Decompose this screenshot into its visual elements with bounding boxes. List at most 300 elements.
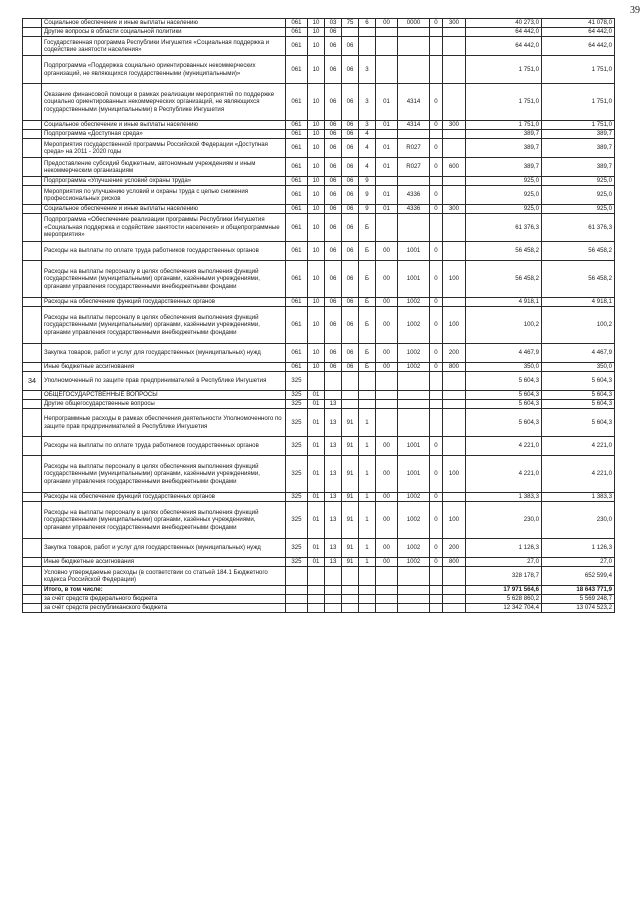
- extra-code-cell: 0: [430, 539, 443, 558]
- budget-table: [22, 18, 615, 613]
- subsection-code-cell: [325, 586, 342, 595]
- amount-year2-cell: 4 221,0: [542, 437, 615, 456]
- subprogram-code-cell: 1: [359, 409, 376, 437]
- row-name-cell: Расходы на выплаты по оплате труда работников государственных органов: [42, 242, 286, 261]
- subsection-code-cell: 13: [325, 558, 342, 567]
- table-row: [23, 372, 615, 391]
- extra-code-cell: [430, 567, 443, 586]
- subsection-code-cell: 06: [325, 298, 342, 307]
- amount-year1-cell: 925,0: [466, 177, 542, 186]
- table-row: [23, 558, 615, 567]
- subprogram-code-cell: [359, 391, 376, 400]
- extra-code-cell: 0: [430, 242, 443, 261]
- direction-code-cell: [398, 177, 430, 186]
- amount-year1-cell: 4 221,0: [466, 437, 542, 456]
- row-name-cell: Расходы на выплаты персоналу в целях обеспечения выполнения функций государственными (муниципальными) органами, казёнными учреждениями, органами управления государственными внебюджетными фондами: [42, 307, 286, 344]
- expense-type-code-cell: [443, 567, 466, 586]
- row-name-cell: Расходы на выплаты персоналу в целях обеспечения выполнения функций государственными (муниципальными) органами, казённых учреждениями, органами управления государственными внебюджетными фондами: [42, 502, 286, 539]
- subsection-code-cell: 13: [325, 539, 342, 558]
- section-code-cell: 10: [308, 261, 325, 298]
- expense-type-code-cell: [443, 186, 466, 205]
- section-code-cell: 01: [308, 493, 325, 502]
- row-name-cell: Другие вопросы в области социальной политики: [42, 28, 286, 37]
- admin-code-cell: 061: [286, 363, 308, 372]
- subsection-code-cell: 06: [325, 130, 342, 139]
- direction-code-cell: [398, 409, 430, 437]
- subprogram-code-cell: [359, 567, 376, 586]
- event-code-cell: 00: [376, 19, 398, 28]
- event-code-cell: [376, 214, 398, 242]
- amount-year1-cell: 56 458,2: [466, 242, 542, 261]
- extra-code-cell: [430, 28, 443, 37]
- amount-year1-cell: 5 604,3: [466, 400, 542, 409]
- program-code-cell: 91: [342, 539, 359, 558]
- section-code-cell: 10: [308, 37, 325, 56]
- subprogram-code-cell: 1: [359, 558, 376, 567]
- section-code-cell: 10: [308, 19, 325, 28]
- expense-type-code-cell: 100: [443, 307, 466, 344]
- row-number-cell: [23, 391, 42, 400]
- admin-code-cell: 061: [286, 214, 308, 242]
- amount-year1-cell: 230,0: [466, 502, 542, 539]
- amount-year2-cell: 100,2: [542, 307, 615, 344]
- section-code-cell: 10: [308, 139, 325, 158]
- admin-code-cell: 061: [286, 298, 308, 307]
- direction-code-cell: [398, 37, 430, 56]
- row-number-cell: [23, 437, 42, 456]
- row-number-cell: [23, 19, 42, 28]
- subsection-code-cell: 06: [325, 121, 342, 130]
- extra-code-cell: [430, 37, 443, 56]
- subsection-code-cell: 06: [325, 186, 342, 205]
- extra-code-cell: 0: [430, 344, 443, 363]
- table-row: [23, 84, 615, 121]
- subprogram-code-cell: 3: [359, 84, 376, 121]
- row-number-cell: [23, 604, 42, 613]
- row-name-cell: Непрограммные расходы в рамках обеспечения деятельности Уполномоченного по защите прав предпринимателей в Республике Ингушетия: [42, 409, 286, 437]
- direction-code-cell: [398, 400, 430, 409]
- expense-type-code-cell: [443, 391, 466, 400]
- section-code-cell: [308, 595, 325, 604]
- amount-year2-cell: 1 751,0: [542, 84, 615, 121]
- amount-year1-cell: 1 126,3: [466, 539, 542, 558]
- extra-code-cell: 0: [430, 261, 443, 298]
- section-code-cell: 10: [308, 214, 325, 242]
- direction-code-cell: 0000: [398, 19, 430, 28]
- direction-code-cell: [398, 567, 430, 586]
- table-row: [23, 261, 615, 298]
- amount-year1-cell: 389,7: [466, 130, 542, 139]
- extra-code-cell: 0: [430, 437, 443, 456]
- table-row: [23, 567, 615, 586]
- row-name-cell: Социальное обеспечение и иные выплаты населению: [42, 19, 286, 28]
- row-number-cell: [23, 242, 42, 261]
- row-number-cell: [23, 567, 42, 586]
- admin-code-cell: 325: [286, 391, 308, 400]
- table-row: [23, 493, 615, 502]
- amount-year1-cell: 925,0: [466, 186, 542, 205]
- subsection-code-cell: [325, 604, 342, 613]
- table-row: [23, 586, 615, 595]
- event-code-cell: 01: [376, 186, 398, 205]
- admin-code-cell: [286, 586, 308, 595]
- subsection-code-cell: 13: [325, 502, 342, 539]
- subprogram-code-cell: 9: [359, 205, 376, 214]
- section-code-cell: 01: [308, 558, 325, 567]
- amount-year2-cell: 4 467,9: [542, 344, 615, 363]
- program-code-cell: 06: [342, 158, 359, 177]
- amount-year1-cell: 5 604,3: [466, 391, 542, 400]
- amount-year2-cell: 18 643 771,9: [542, 586, 615, 595]
- table-row: [23, 400, 615, 409]
- section-code-cell: 10: [308, 84, 325, 121]
- row-number-cell: [23, 186, 42, 205]
- admin-code-cell: 061: [286, 261, 308, 298]
- program-code-cell: [342, 400, 359, 409]
- section-code-cell: 10: [308, 121, 325, 130]
- table-row: [23, 28, 615, 37]
- event-code-cell: 01: [376, 158, 398, 177]
- extra-code-cell: 0: [430, 456, 443, 493]
- table-row: [23, 177, 615, 186]
- subsection-code-cell: 06: [325, 177, 342, 186]
- event-code-cell: 01: [376, 139, 398, 158]
- admin-code-cell: 061: [286, 242, 308, 261]
- subprogram-code-cell: 3: [359, 56, 376, 84]
- row-number-cell: [23, 539, 42, 558]
- table-row: [23, 539, 615, 558]
- section-code-cell: [308, 372, 325, 391]
- amount-year1-cell: 56 458,2: [466, 261, 542, 298]
- expense-type-code-cell: 600: [443, 158, 466, 177]
- direction-code-cell: [398, 130, 430, 139]
- table-row: [23, 502, 615, 539]
- program-code-cell: 06: [342, 205, 359, 214]
- admin-code-cell: 061: [286, 130, 308, 139]
- event-code-cell: [376, 28, 398, 37]
- direction-code-cell: 1002: [398, 558, 430, 567]
- admin-code-cell: 061: [286, 139, 308, 158]
- extra-code-cell: 0: [430, 158, 443, 177]
- table-row: [23, 344, 615, 363]
- row-number-cell: [23, 28, 42, 37]
- expense-type-code-cell: [443, 595, 466, 604]
- extra-code-cell: [430, 130, 443, 139]
- row-number-cell: [23, 493, 42, 502]
- row-number-cell: [23, 121, 42, 130]
- direction-code-cell: 1002: [398, 307, 430, 344]
- section-code-cell: 10: [308, 177, 325, 186]
- extra-code-cell: 0: [430, 205, 443, 214]
- subprogram-code-cell: Б: [359, 363, 376, 372]
- table-row: [23, 242, 615, 261]
- subsection-code-cell: 06: [325, 363, 342, 372]
- amount-year1-cell: 1 751,0: [466, 56, 542, 84]
- extra-code-cell: [430, 409, 443, 437]
- amount-year2-cell: 925,0: [542, 205, 615, 214]
- direction-code-cell: [398, 28, 430, 37]
- amount-year1-cell: 5 604,3: [466, 372, 542, 391]
- section-code-cell: 01: [308, 409, 325, 437]
- row-name-cell: Итого, в том числе:: [42, 586, 286, 595]
- expense-type-code-cell: [443, 437, 466, 456]
- amount-year2-cell: 350,0: [542, 363, 615, 372]
- event-code-cell: 00: [376, 558, 398, 567]
- direction-code-cell: 1002: [398, 363, 430, 372]
- row-number-cell: [23, 344, 42, 363]
- expense-type-code-cell: 200: [443, 539, 466, 558]
- direction-code-cell: R027: [398, 158, 430, 177]
- row-number-cell: [23, 214, 42, 242]
- extra-code-cell: 0: [430, 502, 443, 539]
- admin-code-cell: 061: [286, 56, 308, 84]
- row-name-cell: Мероприятия по улучшению условий и охраны труда с целью снижения профессиональных рисков: [42, 186, 286, 205]
- program-code-cell: 91: [342, 493, 359, 502]
- subsection-code-cell: 06: [325, 28, 342, 37]
- amount-year2-cell: 5 604,3: [542, 400, 615, 409]
- extra-code-cell: 0: [430, 186, 443, 205]
- expense-type-code-cell: [443, 37, 466, 56]
- section-code-cell: 10: [308, 344, 325, 363]
- row-number-cell: [23, 261, 42, 298]
- admin-code-cell: 325: [286, 372, 308, 391]
- direction-code-cell: 1001: [398, 242, 430, 261]
- expense-type-code-cell: 200: [443, 344, 466, 363]
- table-row: [23, 604, 615, 613]
- expense-type-code-cell: [443, 604, 466, 613]
- row-name-cell: за счёт средств федерального бюджета: [42, 595, 286, 604]
- amount-year1-cell: 100,2: [466, 307, 542, 344]
- amount-year1-cell: 64 442,0: [466, 28, 542, 37]
- subprogram-code-cell: Б: [359, 242, 376, 261]
- program-code-cell: 06: [342, 186, 359, 205]
- row-number-cell: [23, 307, 42, 344]
- event-code-cell: [376, 372, 398, 391]
- subsection-code-cell: [325, 372, 342, 391]
- amount-year2-cell: 389,7: [542, 139, 615, 158]
- program-code-cell: 06: [342, 298, 359, 307]
- subsection-code-cell: 13: [325, 409, 342, 437]
- subprogram-code-cell: 1: [359, 437, 376, 456]
- extra-code-cell: [430, 177, 443, 186]
- event-code-cell: [376, 56, 398, 84]
- row-name-cell: за счёт средств республиканского бюджета: [42, 604, 286, 613]
- program-code-cell: 91: [342, 456, 359, 493]
- amount-year1-cell: 389,7: [466, 158, 542, 177]
- amount-year2-cell: 4 918,1: [542, 298, 615, 307]
- amount-year1-cell: 64 442,0: [466, 37, 542, 56]
- amount-year2-cell: 5 569 248,7: [542, 595, 615, 604]
- expense-type-code-cell: [443, 400, 466, 409]
- row-number-cell: 34: [23, 372, 42, 391]
- event-code-cell: 00: [376, 344, 398, 363]
- subsection-code-cell: 06: [325, 205, 342, 214]
- amount-year2-cell: 1 751,0: [542, 121, 615, 130]
- row-name-cell: Подпрограмма «Доступная среда»: [42, 130, 286, 139]
- extra-code-cell: [430, 400, 443, 409]
- amount-year2-cell: 1 126,3: [542, 539, 615, 558]
- row-name-cell: Оказание финансовой помощи в рамках реализации мероприятий по поддержке социально ориентированных некоммерческих организаций, не являющихся государственными (муниципальными) в Республике Ингушетия: [42, 84, 286, 121]
- program-code-cell: [342, 595, 359, 604]
- program-code-cell: 06: [342, 344, 359, 363]
- program-code-cell: 06: [342, 139, 359, 158]
- subsection-code-cell: [325, 391, 342, 400]
- table-row: [23, 595, 615, 604]
- subsection-code-cell: 06: [325, 139, 342, 158]
- subprogram-code-cell: [359, 400, 376, 409]
- amount-year1-cell: 61 376,3: [466, 214, 542, 242]
- expense-type-code-cell: [443, 242, 466, 261]
- section-code-cell: 01: [308, 539, 325, 558]
- subprogram-code-cell: [359, 37, 376, 56]
- row-number-cell: [23, 177, 42, 186]
- amount-year2-cell: 56 458,2: [542, 261, 615, 298]
- extra-code-cell: [430, 372, 443, 391]
- expense-type-code-cell: [443, 28, 466, 37]
- expense-type-code-cell: [443, 298, 466, 307]
- subsection-code-cell: 06: [325, 214, 342, 242]
- extra-code-cell: [430, 586, 443, 595]
- admin-code-cell: 061: [286, 37, 308, 56]
- table-row: [23, 307, 615, 344]
- section-code-cell: 01: [308, 456, 325, 493]
- admin-code-cell: 325: [286, 456, 308, 493]
- program-code-cell: [342, 391, 359, 400]
- amount-year1-cell: 40 273,0: [466, 19, 542, 28]
- admin-code-cell: 325: [286, 558, 308, 567]
- event-code-cell: 00: [376, 242, 398, 261]
- amount-year1-cell: 389,7: [466, 139, 542, 158]
- admin-code-cell: 325: [286, 400, 308, 409]
- amount-year2-cell: 64 442,0: [542, 37, 615, 56]
- amount-year1-cell: 1 751,0: [466, 121, 542, 130]
- event-code-cell: 00: [376, 307, 398, 344]
- row-number-cell: [23, 595, 42, 604]
- section-code-cell: 10: [308, 363, 325, 372]
- event-code-cell: 01: [376, 121, 398, 130]
- expense-type-code-cell: [443, 56, 466, 84]
- direction-code-cell: R027: [398, 139, 430, 158]
- row-name-cell: Иные бюджетные ассигнования: [42, 558, 286, 567]
- section-code-cell: [308, 567, 325, 586]
- subprogram-code-cell: [359, 372, 376, 391]
- subprogram-code-cell: Б: [359, 214, 376, 242]
- amount-year1-cell: 328 178,7: [466, 567, 542, 586]
- subsection-code-cell: [325, 567, 342, 586]
- row-number-cell: [23, 84, 42, 121]
- subprogram-code-cell: 1: [359, 493, 376, 502]
- table-row: [23, 437, 615, 456]
- extra-code-cell: [430, 604, 443, 613]
- admin-code-cell: 325: [286, 539, 308, 558]
- amount-year2-cell: 13 074 523,2: [542, 604, 615, 613]
- direction-code-cell: 1002: [398, 344, 430, 363]
- program-code-cell: [342, 604, 359, 613]
- subprogram-code-cell: [359, 28, 376, 37]
- amount-year1-cell: 27,0: [466, 558, 542, 567]
- event-code-cell: [376, 595, 398, 604]
- amount-year2-cell: 230,0: [542, 502, 615, 539]
- subprogram-code-cell: 1: [359, 456, 376, 493]
- amount-year2-cell: 5 604,3: [542, 372, 615, 391]
- row-name-cell: Закупка товаров, работ и услуг для государственных (муниципальных) нужд: [42, 539, 286, 558]
- expense-type-code-cell: 100: [443, 502, 466, 539]
- row-number-cell: [23, 130, 42, 139]
- subprogram-code-cell: [359, 595, 376, 604]
- program-code-cell: 91: [342, 409, 359, 437]
- expense-type-code-cell: 300: [443, 121, 466, 130]
- row-name-cell: Государственная программа Республики Ингушетия «Социальная поддержка и содействие занятости населения»: [42, 37, 286, 56]
- row-number-cell: [23, 139, 42, 158]
- row-number-cell: [23, 400, 42, 409]
- subsection-code-cell: 13: [325, 456, 342, 493]
- section-code-cell: 10: [308, 242, 325, 261]
- event-code-cell: [376, 37, 398, 56]
- event-code-cell: 00: [376, 298, 398, 307]
- amount-year2-cell: 41 078,0: [542, 19, 615, 28]
- section-code-cell: 10: [308, 298, 325, 307]
- extra-code-cell: [430, 391, 443, 400]
- amount-year1-cell: 4 467,9: [466, 344, 542, 363]
- direction-code-cell: 1002: [398, 539, 430, 558]
- program-code-cell: [342, 586, 359, 595]
- admin-code-cell: 061: [286, 84, 308, 121]
- event-code-cell: [376, 567, 398, 586]
- amount-year1-cell: 4 221,0: [466, 456, 542, 493]
- section-code-cell: 10: [308, 28, 325, 37]
- row-number-cell: [23, 37, 42, 56]
- extra-code-cell: [430, 56, 443, 84]
- expense-type-code-cell: [443, 409, 466, 437]
- row-name-cell: ОБЩЕГОСУДАРСТВЕННЫЕ ВОПРОСЫ: [42, 391, 286, 400]
- admin-code-cell: 061: [286, 28, 308, 37]
- section-code-cell: 01: [308, 391, 325, 400]
- admin-code-cell: 061: [286, 344, 308, 363]
- subprogram-code-cell: 3: [359, 121, 376, 130]
- expense-type-code-cell: [443, 84, 466, 121]
- program-code-cell: 06: [342, 37, 359, 56]
- section-code-cell: [308, 604, 325, 613]
- table-row: [23, 37, 615, 56]
- section-code-cell: 10: [308, 130, 325, 139]
- direction-code-cell: 1002: [398, 502, 430, 539]
- subsection-code-cell: 06: [325, 344, 342, 363]
- admin-code-cell: [286, 604, 308, 613]
- row-name-cell: Условно утверждаемые расходы (в соответствии со статьей 184.1 Бюджетного кодекса Российской Федерации): [42, 567, 286, 586]
- row-name-cell: Предоставление субсидий бюджетным, автономным учреждениям и иным некоммерческим организациям: [42, 158, 286, 177]
- amount-year2-cell: 5 604,3: [542, 409, 615, 437]
- expense-type-code-cell: [443, 130, 466, 139]
- table-row: [23, 130, 615, 139]
- row-name-cell: Подпрограмма «Обеспечение реализации программы Республики Ингушетия «Социальная поддержка и содействие занятости населения» и общепрограммные мероприятия»: [42, 214, 286, 242]
- program-code-cell: [342, 567, 359, 586]
- program-code-cell: 06: [342, 130, 359, 139]
- amount-year1-cell: 350,0: [466, 363, 542, 372]
- admin-code-cell: 325: [286, 437, 308, 456]
- table-row: [23, 205, 615, 214]
- admin-code-cell: 061: [286, 121, 308, 130]
- program-code-cell: 06: [342, 84, 359, 121]
- table-row: [23, 158, 615, 177]
- amount-year2-cell: 1 383,3: [542, 493, 615, 502]
- subprogram-code-cell: [359, 604, 376, 613]
- expense-type-code-cell: 300: [443, 205, 466, 214]
- direction-code-cell: [398, 56, 430, 84]
- expense-type-code-cell: [443, 214, 466, 242]
- subsection-code-cell: 03: [325, 19, 342, 28]
- event-code-cell: [376, 130, 398, 139]
- admin-code-cell: 061: [286, 177, 308, 186]
